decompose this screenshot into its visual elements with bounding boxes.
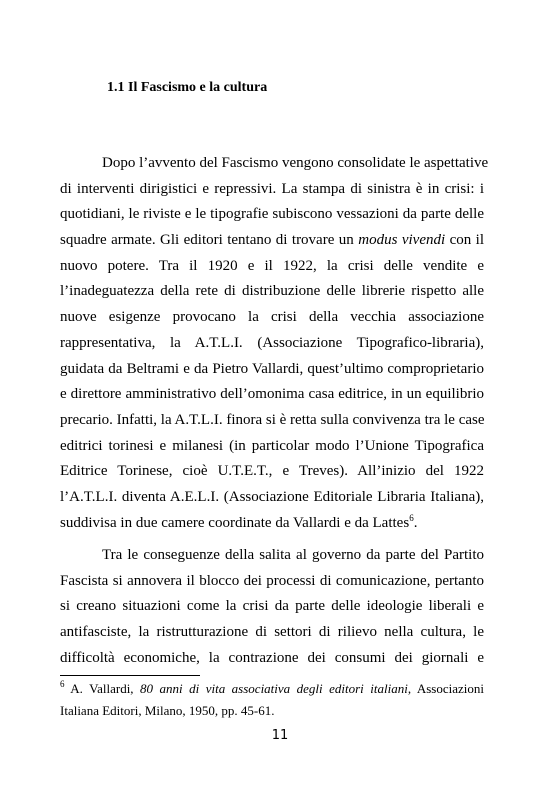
page-heading: 1.1 Il Fascismo e la cultura: [107, 80, 268, 95]
paragraph-line: nuovo potere. Tra il 1920 e il 1922, la crisi delle vendite e: [60, 257, 484, 274]
paragraph-text: suddivisa in due camere coordinate da Vallardi e da Lattes: [60, 514, 410, 531]
paragraph-line: Editrice Torinese, cioè U.T.E.T., e Treves). All’inizio del 1922: [60, 463, 484, 480]
paragraph-line: quotidiani, le riviste e le tipografie subiscono vessazioni da parte delle: [60, 206, 484, 223]
paragraph-line: l’A.T.L.I. diventa A.E.L.I. (Associazione Editoriale Libraria Italiana),: [60, 488, 484, 505]
footnote-author: A. Vallardi,: [70, 681, 134, 696]
body-paragraph-1: [60, 151, 489, 536]
paragraph-line: guidata da Beltrami e da Pietro Vallardi, quest’ultimo comproprietario: [60, 360, 484, 377]
footnote-text: , Associazioni: [407, 681, 484, 696]
footnote: [60, 678, 484, 722]
paragraph-text: squadre armate. Gli editori tentano di trovare un: [60, 232, 354, 249]
page-number: 11: [271, 728, 289, 743]
paragraph-line: editrici torinesi e milanesi (in particolar modo l’Unione Tipografica: [60, 437, 484, 454]
footnote-separator: [60, 675, 200, 676]
paragraph-line: e direttore amministrativo dell’omonima casa editrice, in un equilibrio: [60, 386, 484, 403]
italic-term: modus vivendi: [358, 232, 446, 249]
paragraph-line: si creano situazioni come la crisi da parte delle ideologie liberali e: [60, 598, 484, 615]
paragraph-text: con il: [449, 232, 485, 249]
paragraph-line: nuove esigenze provocano la crisi della vecchia associazione: [60, 309, 484, 326]
paragraph-text: .: [413, 514, 418, 531]
paragraph-line: Dopo l’avvento del Fascismo vengono consolidate le aspettative: [102, 155, 489, 171]
paragraph-line: [60, 511, 484, 537]
footnote-reference[interactable]: 6: [409, 512, 414, 523]
paragraph-line: l’inadeguatezza della rete di distribuzione delle librerie rispetto alle: [60, 283, 484, 300]
paragraph-line: difficoltà economiche, la contrazione dei consumi dei giornali e: [60, 649, 484, 666]
paragraph-line: precario. Infatti, la A.T.L.I. finora si è retta sulla convivenza tra le case: [60, 411, 485, 428]
footnote-title: 80 anni di vita associativa degli editori italiani: [140, 681, 408, 696]
footnote-marker: 6: [60, 679, 65, 689]
footnote-line: Italiana Editori, Milano, 1950, pp. 45-61.: [60, 703, 275, 718]
paragraph-line: Fascista si annovera il blocco dei processi di comunicazione, pertanto: [60, 572, 484, 589]
body-paragraph-2: [60, 543, 484, 671]
footnote-line: [60, 678, 484, 700]
paragraph-line: di interventi dirigistici e repressivi. La stampa di sinistra è in crisi: i: [60, 180, 484, 197]
paragraph-line: Tra le conseguenze della salita al governo da parte del Partito: [102, 547, 484, 563]
paragraph-line: rappresentativa, la A.T.L.I. (Associazione Tipografico-libraria),: [60, 334, 484, 351]
paragraph-line: antifasciste, la ristrutturazione di settori di rilievo nella cultura, le: [60, 624, 484, 641]
paragraph-line: [60, 228, 484, 254]
